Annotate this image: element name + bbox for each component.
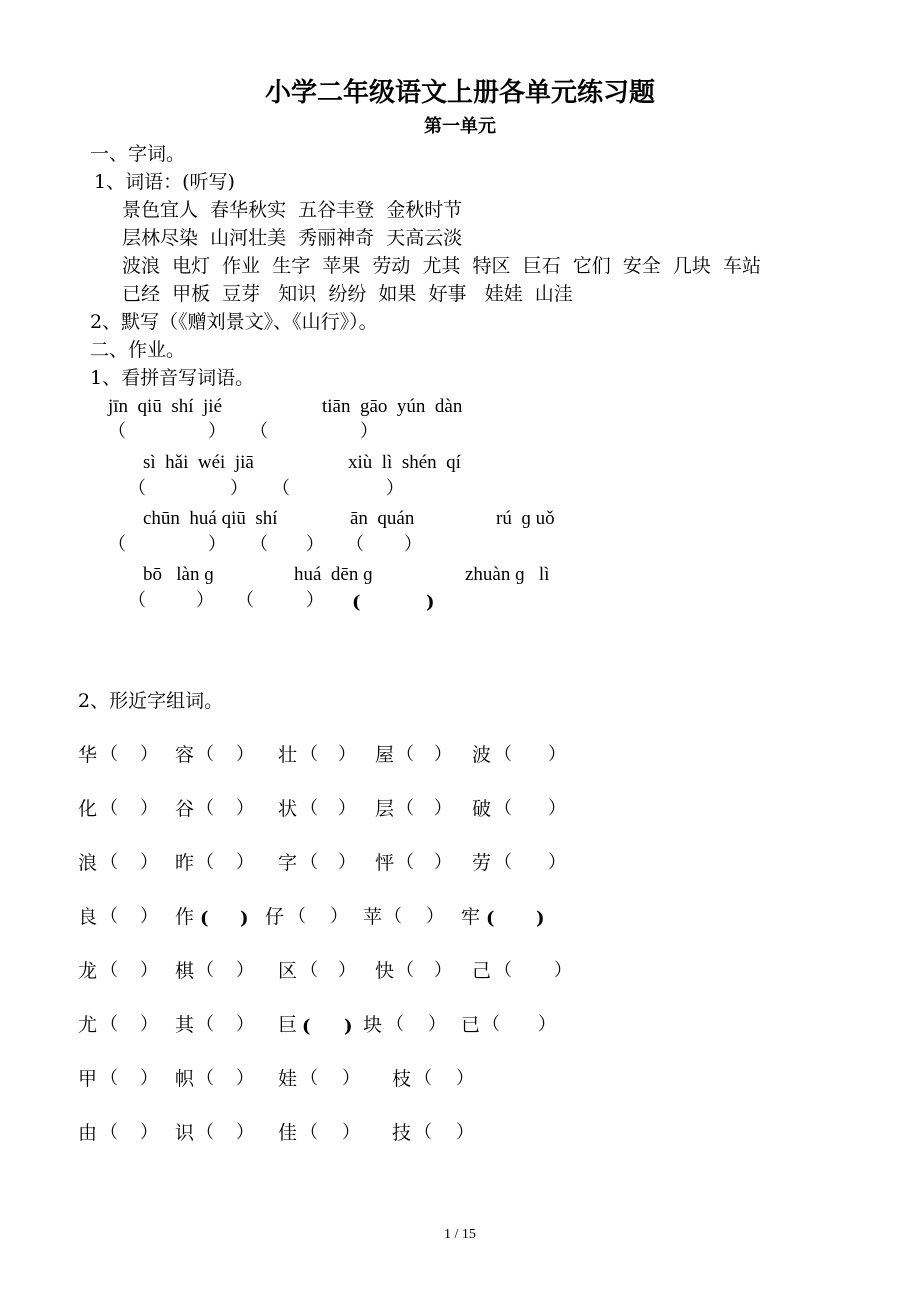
word-line-4: 已经 甲板 豆芽 知识 纷纷 如果 好事 娃娃 山洼	[122, 283, 573, 305]
answer-blank-close: ）	[140, 960, 158, 981]
answer-blank-open: (	[200, 908, 209, 929]
answer-blank-open: （	[414, 1068, 432, 1089]
answer-blank-close: )	[536, 908, 545, 929]
answer-blank-open: （	[482, 1014, 500, 1035]
answer-blank-close: ）	[236, 1068, 254, 1089]
answer-blank-open: （	[196, 798, 214, 819]
char: 浪	[78, 852, 98, 874]
word-line-2: 层林尽染 山河壮美 秀丽神奇 天高云淡	[122, 227, 463, 249]
answer-blank-close: ）	[140, 1014, 158, 1035]
answer-blank-close: ）	[236, 852, 254, 873]
answer-blank-close: ）	[140, 744, 158, 765]
char: 良	[78, 906, 98, 928]
answer-blank-close: ）	[456, 1068, 474, 1089]
char: 甲	[78, 1068, 98, 1090]
answer-blank-open: （	[100, 1068, 118, 1089]
pinyin-text: bō làn ɡ	[143, 564, 214, 585]
answer-blank-open: （	[494, 852, 512, 873]
answer-blank-close: ）	[306, 590, 324, 611]
char: 棋	[175, 960, 195, 982]
char: 昨	[175, 852, 195, 874]
char: 字	[278, 852, 298, 874]
answer-blank-close: )	[344, 1016, 353, 1037]
answer-blank-open: （	[272, 478, 290, 499]
pinyin-text: chūn huá qiū shí	[143, 508, 278, 529]
char: 快	[375, 960, 395, 982]
answer-blank-open: （	[128, 590, 146, 611]
word-line-3: 波浪 电灯 作业 生字 苹果 劳动 尤其 特区 巨石 它们 安全 几块 车站	[122, 255, 761, 277]
unit-title: 第一单元	[424, 116, 496, 137]
section-1-heading: 一、字词。	[90, 143, 186, 165]
answer-blank-open: （	[196, 1068, 214, 1089]
answer-blank-open: （	[396, 852, 414, 873]
pinyin-text: jīn qiū shí jié	[108, 396, 222, 417]
pinyin-text: xiù lì shén qí	[348, 452, 461, 473]
answer-blank-close: ）	[236, 798, 254, 819]
answer-blank-close: ）	[236, 960, 254, 981]
answer-blank-close: ）	[434, 744, 452, 765]
answer-blank-close: ）	[554, 960, 572, 981]
answer-blank-open: (	[302, 1016, 311, 1037]
pinyin-text: ān quán	[350, 508, 415, 529]
answer-blank-open: (	[486, 908, 495, 929]
char: 龙	[78, 960, 98, 982]
answer-blank-close: ）	[306, 534, 324, 555]
answer-blank-close: ）	[548, 744, 566, 765]
answer-blank-open: （	[196, 960, 214, 981]
answer-blank-close: ）	[236, 744, 254, 765]
answer-blank-close: ）	[236, 1122, 254, 1143]
answer-blank-close: ）	[236, 1014, 254, 1035]
char: 屋	[375, 744, 395, 766]
char: 谷	[175, 798, 195, 820]
answer-blank-open: （	[128, 478, 146, 499]
answer-blank-open: （	[100, 744, 118, 765]
char: 破	[472, 798, 492, 820]
answer-blank-open: （	[288, 906, 306, 927]
answer-blank-close: ）	[338, 798, 356, 819]
answer-blank-close: ）	[548, 798, 566, 819]
char: 帜	[175, 1068, 195, 1090]
answer-blank-open: （	[100, 852, 118, 873]
char: 波	[472, 744, 492, 766]
page-number: 1 / 15	[444, 1227, 476, 1242]
answer-blank-open: （	[300, 1068, 318, 1089]
answer-blank-open: （	[396, 798, 414, 819]
answer-blank-open: （	[196, 744, 214, 765]
answer-blank-open: （	[196, 852, 214, 873]
answer-blank-close: ）	[208, 534, 226, 555]
pinyin-text: rú ɡ uǒ	[496, 508, 555, 529]
char: 怦	[375, 852, 395, 874]
answer-blank-open: （	[250, 534, 268, 555]
answer-blank-close: ）	[208, 421, 226, 442]
answer-blank-open: （	[196, 1014, 214, 1035]
answer-blank-close: ）	[140, 798, 158, 819]
answer-blank-close: ）	[360, 421, 378, 442]
char: 苹	[363, 906, 383, 928]
answer-blank-open: （	[300, 798, 318, 819]
answer-blank-close: ）	[428, 1014, 446, 1035]
answer-blank-open: （	[100, 1122, 118, 1143]
answer-blank-open: （	[250, 421, 268, 442]
answer-blank-open: （	[494, 744, 512, 765]
char: 娃	[278, 1068, 298, 1090]
char: 其	[175, 1014, 195, 1036]
char: 块	[363, 1014, 383, 1036]
answer-blank-open: （	[396, 744, 414, 765]
answer-blank-open: （	[346, 534, 364, 555]
answer-blank-close: ）	[426, 906, 444, 927]
section-2-heading: 二、作业。	[90, 339, 186, 361]
answer-blank-close: ）	[434, 960, 452, 981]
answer-blank-close: ）	[140, 906, 158, 927]
answer-blank-open: (	[352, 592, 361, 613]
answer-blank-open: （	[414, 1122, 432, 1143]
answer-blank-close: ）	[456, 1122, 474, 1143]
char: 劳	[472, 852, 492, 874]
char: 己	[472, 960, 492, 982]
answer-blank-open: （	[386, 1014, 404, 1035]
char: 已	[461, 1014, 481, 1036]
answer-blank-open: （	[100, 798, 118, 819]
char: 由	[78, 1122, 98, 1144]
answer-blank-open: （	[384, 906, 402, 927]
answer-blank-open: （	[494, 960, 512, 981]
answer-blank-close: ）	[548, 852, 566, 873]
pinyin-text: huá dēn ɡ	[294, 564, 373, 585]
page-title: 小学二年级语文上册各单元练习题	[264, 78, 655, 108]
answer-blank-open: （	[494, 798, 512, 819]
char: 技	[392, 1122, 412, 1144]
answer-blank-close: ）	[140, 852, 158, 873]
question-2-2: 2、形近字组词。	[78, 690, 224, 712]
char: 容	[175, 744, 195, 766]
answer-blank-open: （	[300, 744, 318, 765]
answer-blank-close: ）	[338, 852, 356, 873]
pinyin-text: tiān gāo yún dàn	[322, 396, 463, 417]
answer-blank-close: ）	[342, 1068, 360, 1089]
char: 牢	[461, 906, 481, 928]
answer-blank-open: （	[196, 1122, 214, 1143]
answer-blank-close: ）	[338, 744, 356, 765]
answer-blank-close: ）	[330, 906, 348, 927]
answer-blank-close: )	[240, 908, 249, 929]
question-2-1: 1、看拼音写词语。	[90, 367, 255, 389]
answer-blank-close: )	[426, 592, 435, 613]
char: 华	[78, 744, 98, 766]
answer-blank-close: ）	[386, 478, 404, 499]
pinyin-text: zhuàn ɡ lì	[465, 564, 550, 585]
answer-blank-close: ）	[140, 1122, 158, 1143]
answer-blank-close: ）	[338, 960, 356, 981]
answer-blank-open: （	[300, 852, 318, 873]
answer-blank-open: （	[108, 421, 126, 442]
answer-blank-open: （	[100, 906, 118, 927]
char: 仔	[265, 906, 285, 928]
answer-blank-close: ）	[342, 1122, 360, 1143]
answer-blank-close: ）	[434, 798, 452, 819]
answer-blank-open: （	[100, 1014, 118, 1035]
answer-blank-open: （	[100, 960, 118, 981]
answer-blank-open: （	[236, 590, 254, 611]
answer-blank-open: （	[300, 960, 318, 981]
char: 枝	[392, 1068, 412, 1090]
answer-blank-close: ）	[538, 1014, 556, 1035]
char: 佳	[278, 1122, 298, 1144]
pinyin-text: sì hǎi wéi jiā	[143, 452, 254, 473]
char: 识	[175, 1122, 195, 1144]
char: 层	[375, 798, 395, 820]
answer-blank-close: ）	[230, 478, 248, 499]
answer-blank-open: （	[396, 960, 414, 981]
question-1-2: 2、默写（《赠刘景文》、《山行》）。	[90, 311, 378, 333]
char: 作	[175, 906, 195, 928]
answer-blank-close: ）	[196, 590, 214, 611]
answer-blank-close: ）	[404, 534, 422, 555]
answer-blank-open: （	[108, 534, 126, 555]
answer-blank-open: （	[300, 1122, 318, 1143]
char: 壮	[278, 744, 298, 766]
char: 区	[278, 960, 298, 982]
word-line-1: 景色宜人 春华秋实 五谷丰登 金秋时节	[122, 199, 463, 221]
question-1-1: 1、词语：(听写)	[94, 171, 235, 193]
char: 尤	[78, 1014, 98, 1036]
char: 状	[278, 798, 298, 820]
char: 巨	[278, 1014, 298, 1036]
answer-blank-close: ）	[434, 852, 452, 873]
char: 化	[78, 798, 98, 820]
answer-blank-close: ）	[140, 1068, 158, 1089]
